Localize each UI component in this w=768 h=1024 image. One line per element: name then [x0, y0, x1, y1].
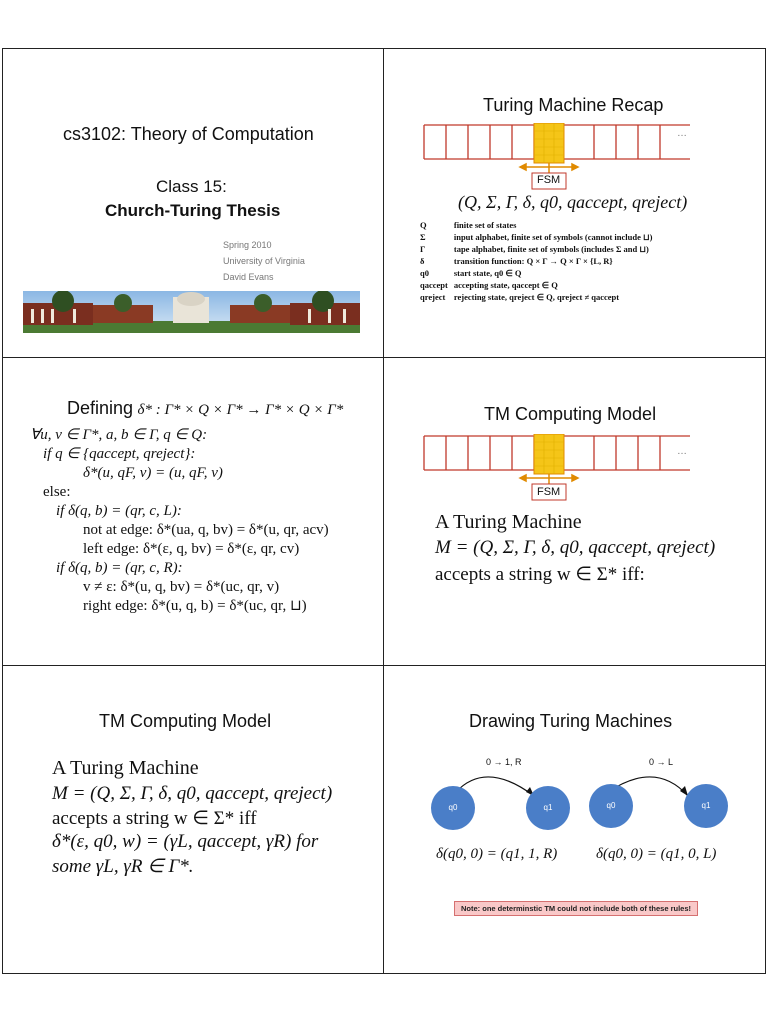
slide-2-title: Turing Machine Recap	[483, 95, 664, 115]
model-line-2: M = (Q, Σ, Γ, δ, q0, qaccept, qreject)	[435, 537, 716, 558]
definition-symbol: qreject	[420, 292, 446, 302]
author: David Evans	[223, 272, 274, 282]
model-line-5: some γL, γR ∈ Γ*.	[52, 856, 194, 877]
def-line-4: else:	[43, 484, 71, 500]
definition-symbol: Q	[420, 220, 427, 230]
course-title: cs3102: Theory of Computation	[63, 124, 314, 144]
definition-text: tape alphabet, finite set of symbols (includes Σ and ⊔)	[453, 244, 649, 254]
definition-row	[420, 255, 658, 267]
model-line-3: accepts a string w ∈ Σ* iff:	[435, 564, 645, 585]
slide-5	[3, 666, 383, 973]
definition-text: finite set of states	[453, 220, 517, 230]
slide-6	[384, 666, 765, 973]
slide-5-title: TM Computing Model	[99, 711, 272, 731]
left-transition-label: 0 → 1, R	[486, 757, 522, 767]
model-line-1: A Turing Machine	[52, 757, 199, 779]
university: University of Virginia	[223, 256, 305, 266]
state-q1-left: q1	[526, 786, 570, 830]
slide-6-title: Drawing Turing Machines	[469, 711, 673, 731]
def-line-1: ∀u, v ∈ Γ*, a, b ∈ Γ, q ∈ Q:	[30, 427, 208, 443]
definitions-table	[420, 219, 658, 303]
campus-photo	[23, 291, 360, 333]
slide-4	[384, 358, 765, 665]
model-line-4: δ*(ε, q0, w) = (γL, qaccept, γR) for	[52, 831, 319, 852]
tape-head	[534, 123, 564, 163]
definition-symbol: δ	[420, 256, 425, 266]
definition-symbol: Γ	[420, 244, 426, 254]
tape-diagram	[422, 123, 702, 191]
def-line-5: if δ(q, b) = (qr, c, L):	[56, 503, 182, 519]
tape-ellipsis: …	[677, 128, 687, 139]
model-line-3: accepts a string w ∈ Σ* iff	[52, 808, 257, 829]
definition-text: input alphabet, finite set of symbols (cannot include ⊔)	[453, 232, 653, 242]
class-number: Class 15:	[156, 177, 227, 196]
slide-1	[3, 49, 383, 357]
slide-2	[384, 49, 765, 357]
state-q0-right: q0	[589, 784, 633, 828]
definition-row	[420, 291, 658, 303]
slide-3	[3, 358, 383, 665]
def-line-10: right edge: δ*(u, q, b) = δ*(uc, qr, ⊔)	[83, 598, 307, 614]
definition-text: accepting state, qaccept ∈ Q	[453, 280, 558, 290]
model-line-2: M = (Q, Σ, Γ, δ, q0, qaccept, qreject)	[52, 783, 333, 804]
warning-note: Note: one determinstic TM could not include both of these rules!	[454, 901, 698, 916]
definition-text: rejecting state, qreject ∈ Q, qreject ≠ qaccept	[453, 292, 620, 302]
definition-row	[420, 219, 658, 231]
def-line-2: if q ∈ {qaccept, qreject}:	[43, 446, 196, 462]
def-line-9: v ≠ ε: δ*(u, q, bv) = δ*(uc, qr, v)	[83, 579, 280, 595]
definition-row	[420, 267, 658, 279]
class-title: Church-Turing Thesis	[105, 201, 281, 220]
right-formula: δ(q0, 0) = (q1, 0, L)	[596, 846, 717, 862]
tm-tuple: (Q, Σ, Γ, δ, q0, qaccept, qreject)	[458, 192, 688, 212]
def-line-3: δ*(u, qF, v) = (u, qF, v)	[83, 465, 223, 481]
def-line-8: if δ(q, b) = (qr, c, R):	[56, 560, 183, 576]
fsm-label: FSM	[537, 486, 561, 498]
slide-3-title-math: δ* : Γ* × Q × Γ* → Γ* × Q × Γ*	[137, 402, 344, 418]
term: Spring 2010	[223, 240, 272, 250]
fsm-label: FSM	[537, 174, 561, 186]
def-line-6: not at edge: δ*(ua, q, bv) = δ*(u, qr, acv)	[83, 522, 329, 538]
definition-symbol: Σ	[420, 232, 426, 242]
state-q1-right: q1	[684, 784, 728, 828]
definition-row	[420, 243, 658, 255]
model-line-1: A Turing Machine	[435, 511, 582, 533]
definition-symbol: qaccept	[420, 280, 448, 290]
slide-4-title: TM Computing Model	[484, 404, 657, 424]
slide-3-title	[67, 398, 343, 419]
definition-row	[420, 279, 658, 291]
right-transition-label: 0 → L	[649, 757, 674, 767]
def-line-7: left edge: δ*(ε, q, bv) = δ*(ε, qr, cv)	[83, 541, 300, 557]
slide-3-title-word: Defining	[67, 398, 134, 418]
definition-text: start state, q0 ∈ Q	[453, 268, 522, 278]
definition-text: transition function: Q × Γ → Q × Γ × {L, R}	[453, 256, 613, 266]
tape-diagram	[422, 434, 702, 502]
left-formula: δ(q0, 0) = (q1, 1, R)	[436, 846, 558, 862]
definition-symbol: q0	[420, 268, 429, 278]
state-q0-left: q0	[431, 786, 475, 830]
definition-row	[420, 231, 658, 243]
tape-ellipsis: …	[677, 446, 687, 457]
tape-head	[534, 434, 564, 474]
